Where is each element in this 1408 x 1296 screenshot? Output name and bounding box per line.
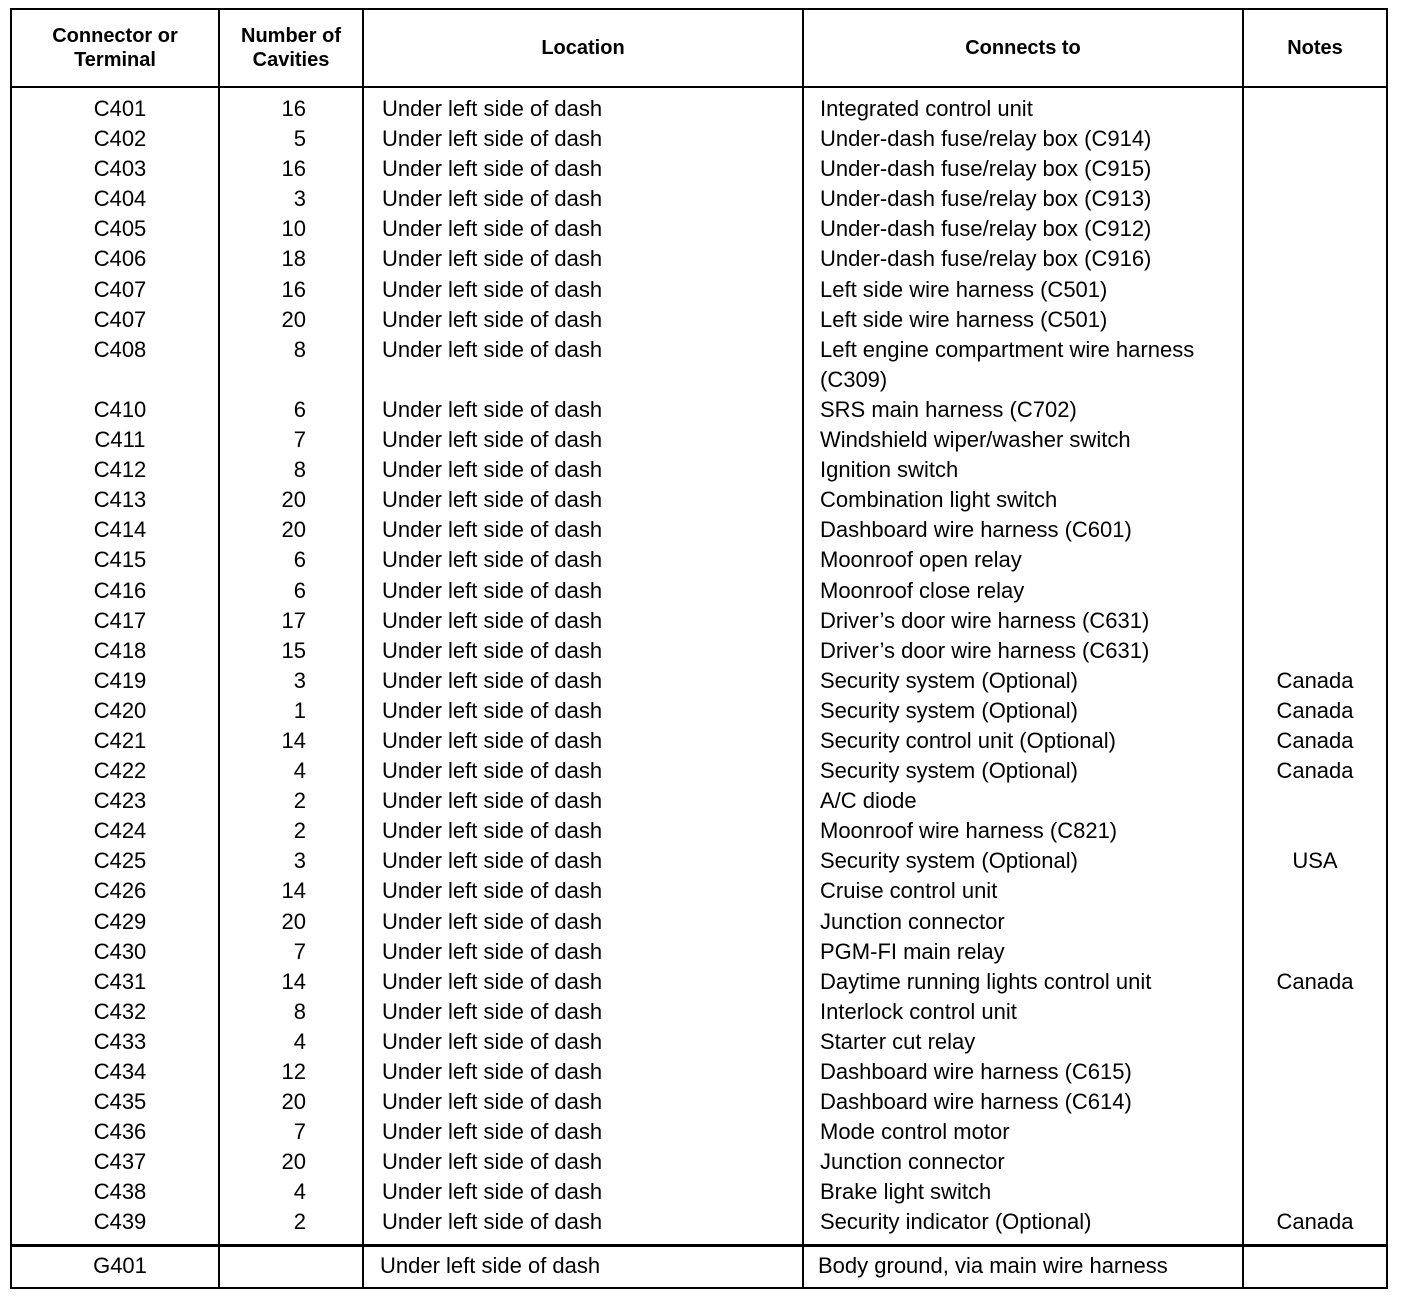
cell-location: Under left side of dash [363,124,803,154]
cell-cavities: 7 [219,1117,363,1147]
cell-notes [1243,214,1387,244]
cell-cavities: 3 [219,846,363,876]
cell-cavities: 17 [219,606,363,636]
cell-location: Under left side of dash [363,1057,803,1087]
table-row [11,726,1387,756]
table-row [11,576,1387,606]
header-cavities: Number of Cavities [219,9,363,87]
cell-connects-to: A/C diode [803,786,1243,816]
table-row [11,335,1387,395]
cell-notes: Canada [1243,1207,1387,1245]
cell-location: Under left side of dash [363,395,803,425]
table-row [11,756,1387,786]
cell-notes [1243,395,1387,425]
cell-notes [1243,154,1387,184]
cell-connector: C431 [11,967,219,997]
cell-location: Under left side of dash [363,756,803,786]
cell-connector: C403 [11,154,219,184]
cell-connects-to: Left side wire harness (C501) [803,305,1243,335]
header-row [11,9,1387,87]
table-row [11,636,1387,666]
cell-location: Under left side of dash [363,184,803,214]
cell-connector: C404 [11,184,219,214]
cell-location: Under left side of dash [363,786,803,816]
cell-connector: C419 [11,666,219,696]
cell-connector: C437 [11,1147,219,1177]
table-row [11,1147,1387,1177]
cell-notes [1243,305,1387,335]
cell-notes: Canada [1243,666,1387,696]
table-row [11,1207,1387,1245]
cell-cavities: 2 [219,816,363,846]
cell-connects-to: Under-dash fuse/relay box (C912) [803,214,1243,244]
cell-connector: C432 [11,997,219,1027]
connector-table [10,8,1388,1289]
cell-notes [1243,576,1387,606]
cell-notes [1243,275,1387,305]
cell-notes: Canada [1243,756,1387,786]
cell-connects-to: Moonroof wire harness (C821) [803,816,1243,846]
cell-notes: Canada [1243,696,1387,726]
connector-table-container [10,8,1386,1289]
cell-connector: C420 [11,696,219,726]
cell-notes [1243,87,1387,124]
cell-connects-to: Windshield wiper/washer switch [803,425,1243,455]
table-row [11,1117,1387,1147]
table-row [11,816,1387,846]
table-row [11,1057,1387,1087]
cell-notes: Canada [1243,726,1387,756]
cell-location: Under left side of dash [363,335,803,395]
cell-location: Under left side of dash [363,907,803,937]
cell-notes [1243,1245,1387,1288]
cell-cavities: 20 [219,515,363,545]
cell-connects-to: Under-dash fuse/relay box (C913) [803,184,1243,214]
cell-connects-to: Security system (Optional) [803,666,1243,696]
cell-connector: C415 [11,545,219,575]
table-row [11,244,1387,274]
cell-location: Under left side of dash [363,937,803,967]
cell-connects-to: Mode control motor [803,1117,1243,1147]
cell-connector: C434 [11,1057,219,1087]
cell-location: Under left side of dash [363,997,803,1027]
cell-cavities: 20 [219,305,363,335]
cell-notes [1243,425,1387,455]
table-row [11,876,1387,906]
cell-location: Under left side of dash [363,1117,803,1147]
cell-cavities: 16 [219,275,363,305]
cell-location: Under left side of dash [363,545,803,575]
cell-location: Under left side of dash [363,485,803,515]
cell-location: Under left side of dash [363,87,803,124]
cell-connects-to: Daytime running lights control unit [803,967,1243,997]
cell-location: Under left side of dash [363,154,803,184]
cell-connects-to: PGM-FI main relay [803,937,1243,967]
cell-notes [1243,1177,1387,1207]
table-row [11,846,1387,876]
cell-cavities: 20 [219,907,363,937]
cell-connects-to: Brake light switch [803,1177,1243,1207]
cell-cavities: 12 [219,1057,363,1087]
table-row [11,545,1387,575]
cell-location: Under left side of dash [363,726,803,756]
cell-cavities: 1 [219,696,363,726]
cell-connector: C407 [11,305,219,335]
table-row [11,606,1387,636]
table-row [11,515,1387,545]
cell-connector: C414 [11,515,219,545]
cell-location: Under left side of dash [363,1027,803,1057]
cell-connects-to: Body ground, via main wire harness [803,1245,1243,1288]
table-row [11,1177,1387,1207]
cell-cavities: 5 [219,124,363,154]
cell-location: Under left side of dash [363,576,803,606]
cell-location: Under left side of dash [363,696,803,726]
cell-cavities: 7 [219,425,363,455]
cell-notes [1243,1027,1387,1057]
cell-cavities: 16 [219,87,363,124]
cell-connects-to: Security system (Optional) [803,846,1243,876]
table-row [11,967,1387,997]
table-row [11,907,1387,937]
cell-connects-to: SRS main harness (C702) [803,395,1243,425]
cell-connects-to: Combination light switch [803,485,1243,515]
cell-cavities: 14 [219,726,363,756]
cell-connects-to: Integrated control unit [803,87,1243,124]
table-row [11,154,1387,184]
cell-connector: C438 [11,1177,219,1207]
cell-location: Under left side of dash [363,455,803,485]
cell-location: Under left side of dash [363,606,803,636]
cell-connects-to: Under-dash fuse/relay box (C916) [803,244,1243,274]
cell-connects-to: Dashboard wire harness (C615) [803,1057,1243,1087]
cell-notes [1243,515,1387,545]
cell-notes [1243,636,1387,666]
cell-connector: C430 [11,937,219,967]
cell-notes [1243,124,1387,154]
cell-notes [1243,937,1387,967]
cell-notes [1243,997,1387,1027]
cell-connector: C421 [11,726,219,756]
cell-connects-to: Moonroof open relay [803,545,1243,575]
cell-cavities: 2 [219,786,363,816]
cell-cavities: 20 [219,485,363,515]
cell-cavities: 15 [219,636,363,666]
table-row [11,666,1387,696]
cell-connects-to: Left engine compartment wire harness (C309) [803,335,1243,395]
cell-cavities: 10 [219,214,363,244]
table-row [11,1027,1387,1057]
cell-cavities: 6 [219,395,363,425]
cell-location: Under left side of dash [363,816,803,846]
cell-notes [1243,455,1387,485]
cell-connector: C405 [11,214,219,244]
cell-connector: C410 [11,395,219,425]
cell-connector: C424 [11,816,219,846]
cell-connector: C417 [11,606,219,636]
cell-cavities: 8 [219,997,363,1027]
cell-cavities [219,1245,363,1288]
cell-notes [1243,1057,1387,1087]
cell-location: Under left side of dash [363,636,803,666]
table-row [11,786,1387,816]
cell-connector: C408 [11,335,219,395]
cell-location: Under left side of dash [363,1207,803,1245]
cell-connector: C413 [11,485,219,515]
cell-cavities: 6 [219,545,363,575]
cell-notes [1243,816,1387,846]
cell-connects-to: Left side wire harness (C501) [803,275,1243,305]
cell-connects-to: Driver’s door wire harness (C631) [803,606,1243,636]
cell-notes [1243,907,1387,937]
header-connects-to: Connects to [803,9,1243,87]
cell-connector: C439 [11,1207,219,1245]
cell-connector: C416 [11,576,219,606]
ground-row [11,1245,1387,1288]
cell-connects-to: Junction connector [803,1147,1243,1177]
cell-connector: C411 [11,425,219,455]
table-row [11,485,1387,515]
cell-cavities: 3 [219,666,363,696]
cell-connector: G401 [11,1245,219,1288]
cell-connects-to: Under-dash fuse/relay box (C915) [803,154,1243,184]
header-location: Location [363,9,803,87]
cell-connector: C401 [11,87,219,124]
cell-connects-to: Security control unit (Optional) [803,726,1243,756]
cell-notes [1243,1087,1387,1117]
cell-connector: C422 [11,756,219,786]
cell-connects-to: Dashboard wire harness (C601) [803,515,1243,545]
cell-cavities: 20 [219,1147,363,1177]
cell-cavities: 8 [219,455,363,485]
cell-location: Under left side of dash [363,515,803,545]
cell-location: Under left side of dash [363,425,803,455]
cell-connector: C407 [11,275,219,305]
cell-connector: C436 [11,1117,219,1147]
cell-cavities: 8 [219,335,363,395]
cell-notes [1243,606,1387,636]
cell-cavities: 18 [219,244,363,274]
cell-notes [1243,876,1387,906]
table-row [11,275,1387,305]
cell-notes [1243,485,1387,515]
cell-notes [1243,184,1387,214]
cell-connector: C402 [11,124,219,154]
cell-connects-to: Dashboard wire harness (C614) [803,1087,1243,1117]
cell-cavities: 4 [219,1177,363,1207]
cell-connects-to: Driver’s door wire harness (C631) [803,636,1243,666]
table-row [11,1087,1387,1117]
cell-location: Under left side of dash [363,275,803,305]
table-row [11,937,1387,967]
cell-location: Under left side of dash [363,305,803,335]
cell-cavities: 2 [219,1207,363,1245]
table-row [11,425,1387,455]
cell-location: Under left side of dash [363,967,803,997]
cell-notes [1243,335,1387,395]
ground-body [11,1245,1387,1288]
cell-cavities: 14 [219,967,363,997]
cell-location: Under left side of dash [363,1245,803,1288]
cell-location: Under left side of dash [363,876,803,906]
table-row [11,997,1387,1027]
table-row [11,455,1387,485]
table-header [11,9,1387,87]
cell-connector: C433 [11,1027,219,1057]
cell-notes [1243,1117,1387,1147]
cell-cavities: 3 [219,184,363,214]
cell-cavities: 6 [219,576,363,606]
table-row [11,184,1387,214]
table-row [11,87,1387,124]
cell-connector: C418 [11,636,219,666]
cell-location: Under left side of dash [363,1147,803,1177]
header-notes: Notes [1243,9,1387,87]
table-row [11,696,1387,726]
cell-location: Under left side of dash [363,1087,803,1117]
cell-cavities: 14 [219,876,363,906]
table-row [11,214,1387,244]
cell-location: Under left side of dash [363,1177,803,1207]
cell-connector: C423 [11,786,219,816]
cell-connects-to: Security system (Optional) [803,756,1243,786]
cell-connects-to: Ignition switch [803,455,1243,485]
cell-cavities: 20 [219,1087,363,1117]
cell-notes [1243,545,1387,575]
cell-notes [1243,244,1387,274]
cell-location: Under left side of dash [363,666,803,696]
cell-connects-to: Security indicator (Optional) [803,1207,1243,1245]
cell-notes: Canada [1243,967,1387,997]
cell-location: Under left side of dash [363,214,803,244]
cell-connects-to: Starter cut relay [803,1027,1243,1057]
table-row [11,395,1387,425]
cell-connects-to: Under-dash fuse/relay box (C914) [803,124,1243,154]
cell-connector: C435 [11,1087,219,1117]
cell-connector: C425 [11,846,219,876]
cell-connector: C426 [11,876,219,906]
table-body [11,87,1387,1245]
cell-location: Under left side of dash [363,244,803,274]
cell-location: Under left side of dash [363,846,803,876]
cell-connects-to: Security system (Optional) [803,696,1243,726]
cell-connector: C406 [11,244,219,274]
header-connector: Connector or Terminal [11,9,219,87]
cell-cavities: 4 [219,756,363,786]
cell-connects-to: Cruise control unit [803,876,1243,906]
cell-connector: C412 [11,455,219,485]
cell-notes [1243,786,1387,816]
table-row [11,305,1387,335]
cell-connects-to: Moonroof close relay [803,576,1243,606]
cell-cavities: 16 [219,154,363,184]
cell-connects-to: Junction connector [803,907,1243,937]
table-row [11,124,1387,154]
cell-connects-to: Interlock control unit [803,997,1243,1027]
cell-cavities: 4 [219,1027,363,1057]
cell-notes: USA [1243,846,1387,876]
cell-cavities: 7 [219,937,363,967]
cell-connector: C429 [11,907,219,937]
cell-notes [1243,1147,1387,1177]
